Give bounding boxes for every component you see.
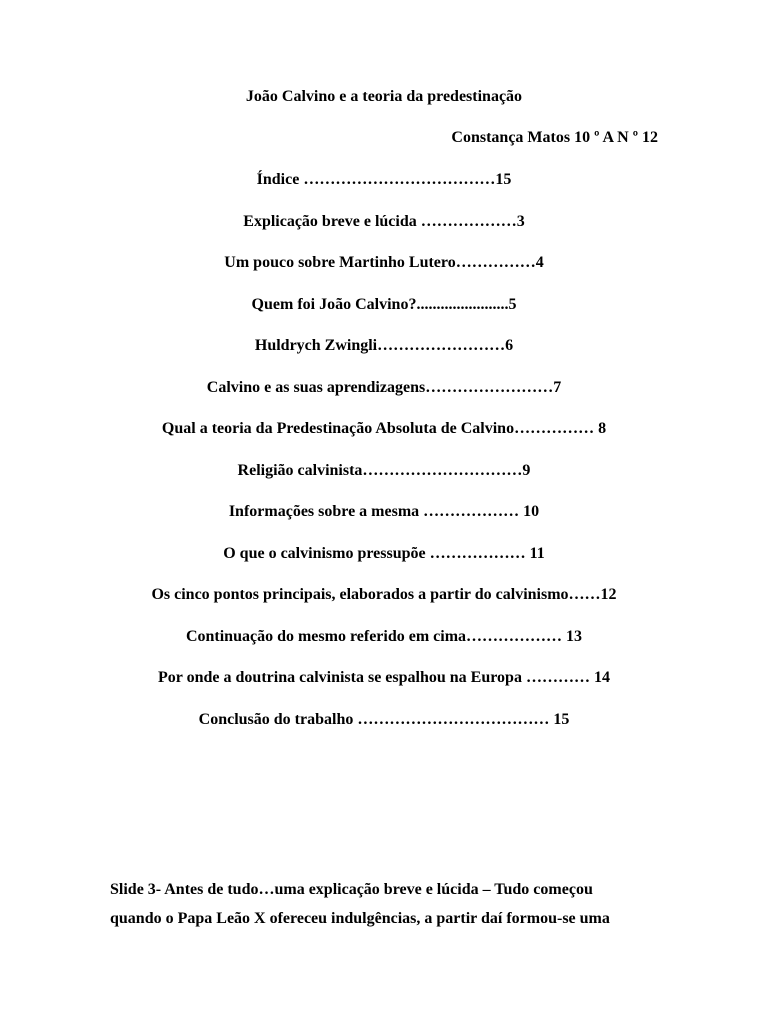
toc-entry: Um pouco sobre Martinho Lutero……………4 xyxy=(224,254,544,271)
toc-entry: Calvino e as suas aprendizagens……………………7 xyxy=(206,378,562,396)
toc-entry: Informações sobre a mesma ……………… 10 xyxy=(228,503,540,520)
body-line: Slide 3- Antes de tudo…uma explicação breve e lúcida – Tudo começou xyxy=(110,881,593,898)
toc-entry: Quem foi João Calvino?.......................5 xyxy=(251,295,517,313)
toc-entry: Continuação do mesmo referido em cima……………… 13 xyxy=(185,627,583,645)
document-title xyxy=(0,87,768,107)
toc-entry: Religião calvinista…………………………9 xyxy=(237,461,531,479)
toc-entry: O que o calvinismo pressupõe ……………… 11 xyxy=(223,544,545,562)
author-line: Constança Matos 10 º A N º 12 xyxy=(451,129,658,146)
toc-entry: Os cinco pontos principais, elaborados a partir do calvinismo……12 xyxy=(151,586,617,603)
toc-entry: Explicação breve e lúcida ………………3 xyxy=(243,212,525,230)
toc-entry: Qual a teoria da Predestinação Absoluta de Calvino…………… 8 xyxy=(161,420,607,437)
document-title-text: João Calvino e a teoria da predestinação xyxy=(245,88,523,105)
toc-entry: Índice ………………………………15 xyxy=(256,171,512,188)
table-of-contents xyxy=(0,170,768,751)
toc-entry: Huldrych Zwingli……………………6 xyxy=(254,337,514,354)
body-line: quando o Papa Leão X ofereceu indulgências, a partir daí formou-se uma xyxy=(110,910,610,927)
toc-entry: Por onde a doutrina calvinista se espalhou na Europa ………… 14 xyxy=(158,669,610,686)
body-paragraph xyxy=(110,875,650,933)
toc-entry: Conclusão do trabalho ……………………………… 15 xyxy=(198,710,570,728)
